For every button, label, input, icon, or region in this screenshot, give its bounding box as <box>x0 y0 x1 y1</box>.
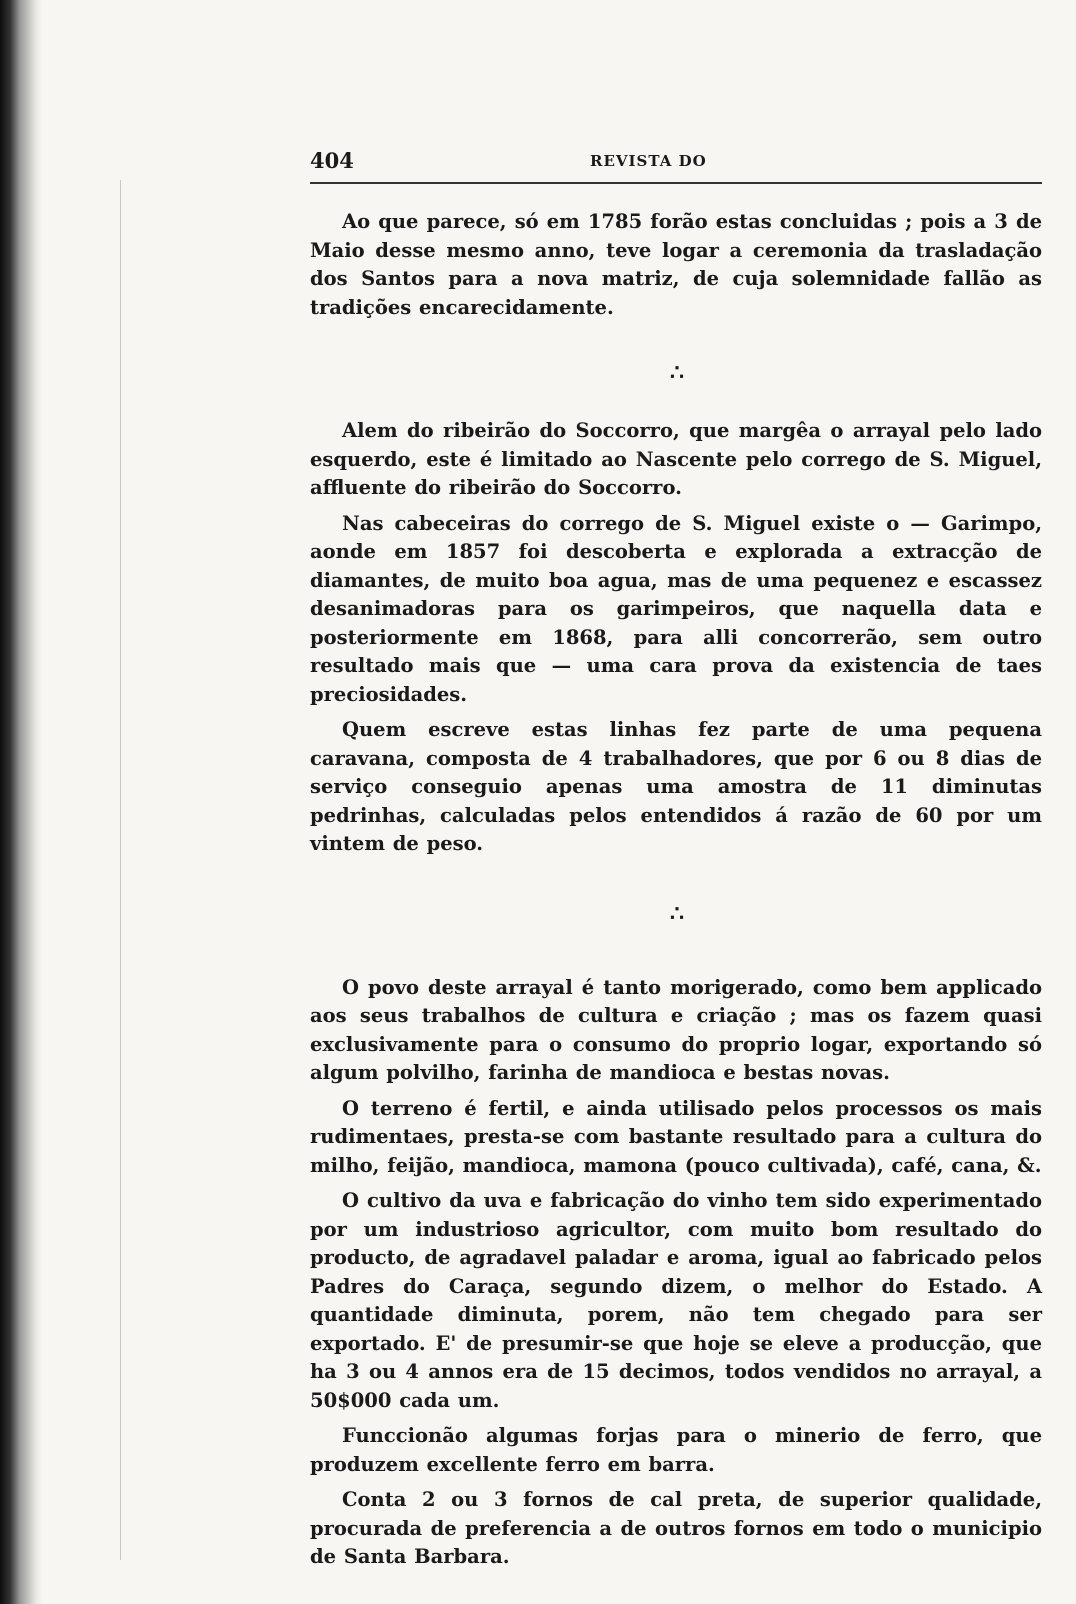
header-rule <box>310 182 1042 184</box>
page <box>310 140 1042 1579</box>
section-1 <box>310 208 1042 322</box>
paragraph: O povo deste arrayal é tanto morigerado, como bem applicado aos seus trabalhos de cultura e criação ; mas os fazem quasi exclusivamente para o consumo do proprio logar, exportando só algum polvilho, farinha de mandioca e bestas novas. <box>310 975 1042 1084</box>
book-binding-edge <box>0 0 42 1604</box>
paragraph: Nas cabeceiras do corrego de S. Miguel existe o — Garimpo, aonde em 1857 foi descoberta e explorada a extracção de diamantes, de muito boa agua, mas de uma pequenez e escassez desanimadoras para os garimpeiros, que naquella data e posteriormente em 1868, para alli concorrerão, sem outro resultado mais que — uma cara prova da existencia de taes preciosidades. <box>310 511 1042 706</box>
page-header <box>310 140 1042 176</box>
section-separator: ∴ <box>670 360 682 386</box>
paragraph: Quem escreve estas linhas fez parte de uma pequena caravana, composta de 4 trabalhadores, que por 6 ou 8 dias de serviço conseguio apenas uma amostra de 11 diminutas pedrinhas, calculadas pelos entendidos á razão de 60 por um vintem de peso. <box>310 718 1042 855</box>
section-separator: ∴ <box>670 900 682 927</box>
paragraph: Funccionão algumas forjas para o minerio de ferro, que produzem excellente ferro em barra. <box>310 1424 1042 1476</box>
paragraph: Conta 2 ou 3 fornos de cal preta, de superior qualidade, procurada de preferencia a de outros fornos em todo o municipio de Santa Barbara. <box>310 1488 1042 1568</box>
paragraph: Alem do ribeirão do Soccorro, que margêa o arrayal pelo lado esquerdo, este é limitado ao Nascente pelo corrego de S. Miguel, affluente do ribeirão do Soccorro. <box>310 419 1042 499</box>
paragraph: O terreno é fertil, e ainda utilisado pelos processos os mais rudimentaes, presta-se com bastante resultado para a cultura do milho, feijão, mandioca, mamona (pouco cultivada), café, cana, &. <box>310 1096 1042 1177</box>
paragraph: O cultivo da uva e fabricação do vinho tem sido experimentado por um industrioso agricultor, com muito bom resultado do producto, de agradavel paladar e aroma, igual ao fabricado pelos Padres do Caraça, segundo dizem, o melhor do Estado. A quantidade diminuta, porem, não tem chegado para ser exportado. E' de presumir-se que hoje se eleve a producção, que ha 3 ou 4 annos era de 15 decimos, todos vendidos no arrayal, a 50$000 cada um. <box>310 1189 1042 1412</box>
scan-shadow-line <box>120 180 121 1560</box>
page-number: 404 <box>310 148 354 173</box>
section-2 <box>310 417 1042 859</box>
body-text <box>310 208 1042 1572</box>
paragraph: Ao que parece, só em 1785 forão estas concluidas ; pois a 3 de Maio desse mesmo anno, teve logar a ceremonia da trasladação dos Santos para a nova matriz, de cuja solemnidade fallão as tradições encarecidamente. <box>310 210 1042 319</box>
section-3 <box>310 974 1042 1572</box>
running-title: REVISTA DO <box>590 152 707 170</box>
